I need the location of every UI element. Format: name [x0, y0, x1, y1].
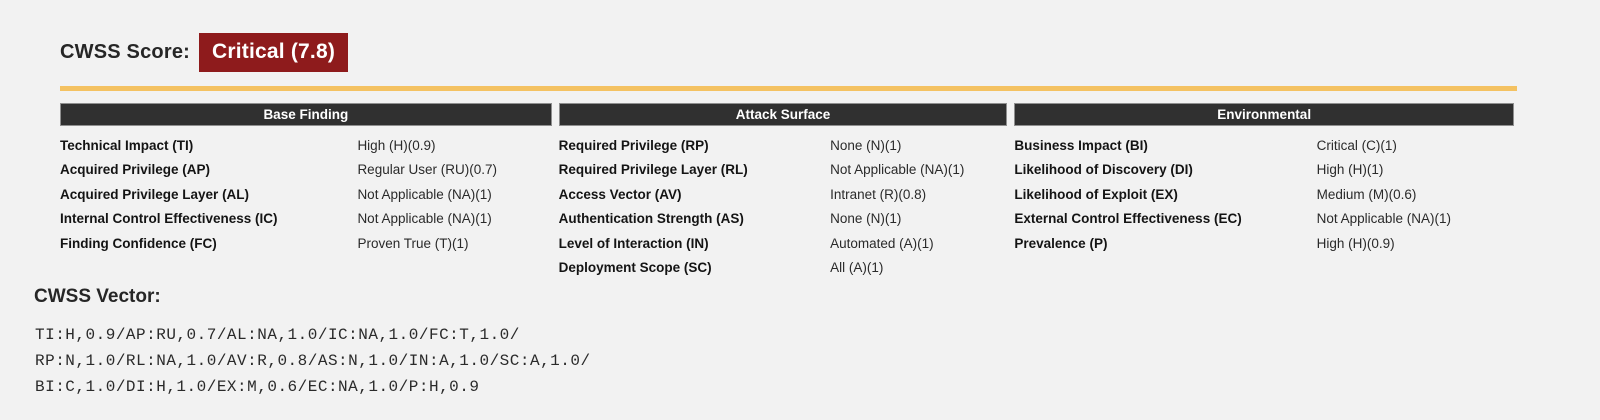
metric-value: High (H)(1)	[1316, 162, 1384, 178]
metric-label: Level of Interaction (IN)	[558, 235, 709, 251]
table-row	[559, 231, 1008, 256]
metric-value: None (N)(1)	[830, 137, 902, 153]
table-row	[60, 182, 552, 207]
cwss-vector-value	[35, 322, 591, 400]
vector-line: BI:C,1.0/DI:H,1.0/EX:M,0.6/EC:NA,1.0/P:H,0.9	[35, 378, 480, 396]
metric-value: Regular User (RU)(0.7)	[357, 162, 497, 178]
metric-value: High (H)(0.9)	[1316, 235, 1395, 251]
metric-tables	[60, 103, 1514, 280]
metric-label: Likelihood of Discovery (DI)	[1014, 162, 1193, 178]
metric-label: Finding Confidence (FC)	[60, 235, 217, 251]
table-row	[559, 207, 1008, 232]
table-row	[559, 182, 1008, 207]
vector-line: TI:H,0.9/AP:RU,0.7/AL:NA,1.0/IC:NA,1.0/FC:T,1.0/	[35, 326, 520, 344]
attack-surface-header: Attack Surface	[559, 103, 1008, 126]
metric-label: Prevalence (P)	[1014, 235, 1108, 251]
table-row	[1014, 231, 1514, 256]
metric-label: Acquired Privilege Layer (AL)	[60, 186, 250, 202]
cwss-score-label: CWSS Score:	[60, 41, 191, 63]
metric-label: Required Privilege Layer (RL)	[558, 162, 748, 178]
environmental-table	[1014, 103, 1514, 280]
metric-value: Proven True (T)(1)	[357, 235, 469, 251]
metric-value: Not Applicable (NA)(1)	[1316, 211, 1451, 227]
table-row	[1014, 182, 1514, 207]
table-row	[60, 207, 552, 232]
table-row	[60, 231, 552, 256]
table-row	[1014, 207, 1514, 232]
metric-value: Not Applicable (NA)(1)	[830, 162, 965, 178]
metric-label: Acquired Privilege (AP)	[60, 162, 211, 178]
environmental-body	[1014, 126, 1514, 256]
base-finding-body	[60, 126, 552, 256]
cwss-score-badge: Critical (7.8)	[199, 33, 348, 72]
metric-value: None (N)(1)	[830, 211, 902, 227]
table-row	[559, 133, 1008, 158]
metric-value: All (A)(1)	[830, 260, 884, 276]
metric-label: Business Impact (BI)	[1014, 137, 1148, 153]
metric-value: Intranet (R)(0.8)	[830, 186, 927, 202]
attack-surface-table	[559, 103, 1008, 280]
metric-value: Not Applicable (NA)(1)	[357, 211, 492, 227]
metric-value: Critical (C)(1)	[1316, 137, 1397, 153]
metric-label: Authentication Strength (AS)	[558, 211, 744, 227]
table-row	[1014, 133, 1514, 158]
metric-value: High (H)(0.9)	[357, 137, 436, 153]
base-finding-table	[60, 103, 552, 280]
table-row	[559, 256, 1008, 281]
metric-label: Likelihood of Exploit (EX)	[1014, 186, 1178, 202]
metric-label: Access Vector (AV)	[558, 186, 682, 202]
metric-value: Medium (M)(0.6)	[1316, 186, 1417, 202]
metric-value: Not Applicable (NA)(1)	[357, 186, 492, 202]
attack-surface-body	[559, 126, 1008, 280]
metric-label: Internal Control Effectiveness (IC)	[60, 211, 278, 227]
cwss-score-header	[60, 33, 348, 72]
metric-label: External Control Effectiveness (EC)	[1014, 211, 1242, 227]
table-row	[60, 158, 552, 183]
environmental-header: Environmental	[1014, 103, 1514, 126]
metric-label: Deployment Scope (SC)	[558, 260, 712, 276]
table-row	[1014, 158, 1514, 183]
table-row	[60, 133, 552, 158]
metric-label: Technical Impact (TI)	[60, 137, 194, 153]
metric-label: Required Privilege (RP)	[558, 137, 709, 153]
cwss-vector-label: CWSS Vector:	[34, 286, 161, 307]
base-finding-header: Base Finding	[60, 103, 552, 126]
vector-line: RP:N,1.0/RL:NA,1.0/AV:R,0.8/AS:N,1.0/IN:A,1.0/SC:A,1.0/	[35, 352, 591, 370]
accent-divider	[60, 86, 1517, 91]
metric-value: Automated (A)(1)	[830, 235, 934, 251]
table-row	[559, 158, 1008, 183]
